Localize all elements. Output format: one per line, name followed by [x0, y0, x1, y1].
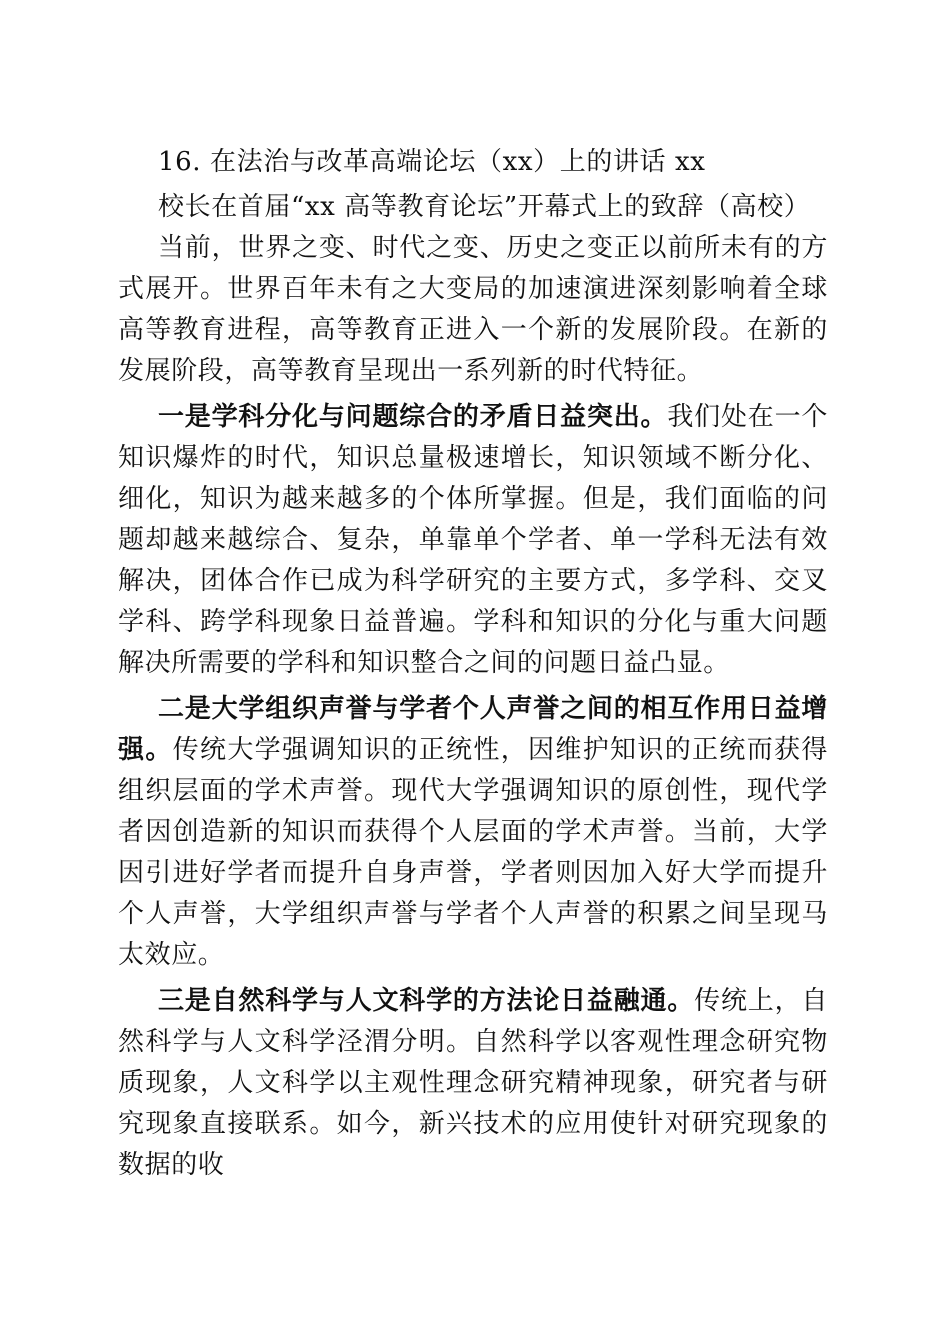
paragraph-intro [118, 228, 828, 392]
paragraph-point-3-lead: 三是自然科学与人文科学的方法论日益融通。 [158, 986, 695, 1016]
paragraph-point-1-lead: 一是学科分化与问题综合的矛盾日益突出。 [158, 402, 668, 432]
speech-subtitle: 校长在首届“xx 高等教育论坛”开幕式上的致辞（高校） [158, 192, 811, 222]
speech-title: 16. 在法治与改革高端论坛（xx）上的讲话 xx [158, 147, 706, 177]
paragraph-point-2-lead: 二是大学组织声誉与学者个人声誉之间的相互作用日益增强。 [118, 694, 828, 765]
paragraph-point-1-text: 我们处在一个知识爆炸的时代，知识总量极速增长，知识领域不断分化、细化，知识为越来越多的个体所掌握。但是，我们面临的问题却越来越综合、复杂，单靠单个学者、单一学科无法有效解决，团体合作已成为科学研究的主要方式，多学科、交叉学科、跨学科现象日益普遍。学科和知识的分化与重大问题解决所需要的学科和知识整合之间的问题日益凸显。 [118, 402, 828, 678]
paragraph-point-3-text: 传统上，自然科学与人文科学泾渭分明。自然科学以客观性理念研究物质现象，人文科学以主观性理念研究精神现象，研究者与研究现象直接联系。如今，新兴技术的应用使针对研究现象的数据的收 [118, 986, 828, 1180]
paragraph-point-2-text: 传统大学强调知识的正统性，因维护知识的正统而获得组织层面的学术声誉。现代大学强调知识的原创性，现代学者因创造新的知识而获得个人层面的学术声誉。当前，大学因引进好学者而提升自身声誉，学者则因加入好大学而提升个人声誉，大学组织声誉与学者个人声誉的积累之间呈现马太效应。 [118, 735, 828, 970]
paragraph-point-2 [118, 689, 828, 976]
paragraph-point-3 [118, 981, 828, 1186]
paragraph-point-1 [118, 397, 828, 684]
paragraph-intro-text: 当前，世界之变、时代之变、历史之变正以前所未有的方式展开。世界百年未有之大变局的加速演进深刻影响着全球高等教育进程，高等教育正进入一个新的发展阶段。在新的发展阶段，高等教育呈现出一系列新的时代特征。 [118, 233, 828, 386]
document-body [118, 142, 828, 1186]
